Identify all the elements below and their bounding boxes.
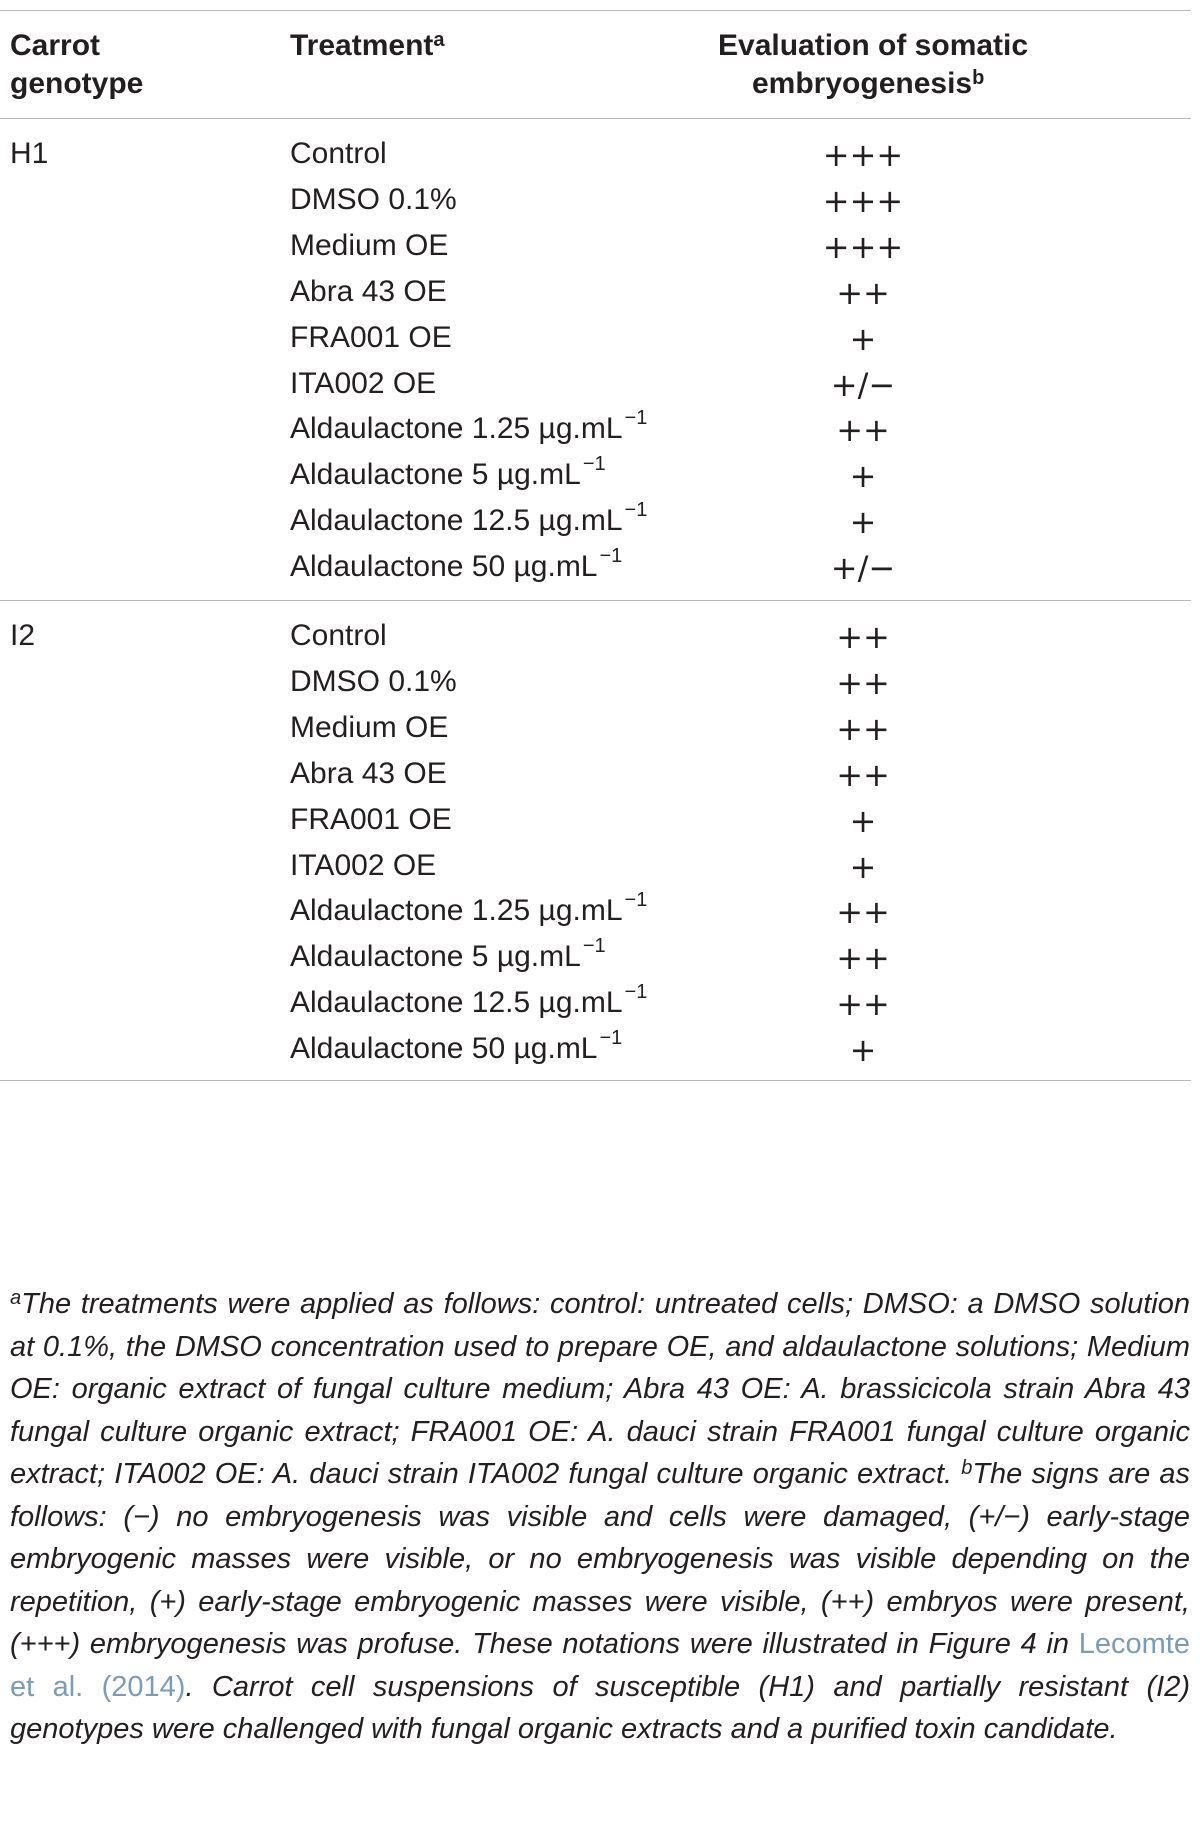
treatment-unit: µg.mL: [496, 458, 581, 492]
table-footnotes: [10, 1283, 1190, 1751]
treatment-unit-exponent: −1: [582, 453, 606, 476]
treatment-cell: [290, 844, 436, 888]
evaluation-cell: +/−: [830, 549, 896, 588]
treatment-unit: µg.mL: [538, 412, 623, 446]
treatment-cell: [290, 545, 622, 592]
table-top-rule: [0, 10, 1191, 11]
evaluation-cell: ++: [836, 893, 890, 932]
treatment-unit: µg.mL: [538, 986, 623, 1020]
treatment-unit-exponent: −1: [599, 1027, 623, 1050]
treatment-unit: µg.mL: [513, 1032, 598, 1066]
treatment-name: Aldaulactone 50: [290, 1032, 514, 1066]
treatment-unit-exponent: −1: [582, 935, 606, 958]
treatment-unit-exponent: −1: [599, 545, 623, 568]
header-treatment-label: Treatment: [290, 29, 434, 62]
genotype-label: I2: [10, 619, 36, 652]
treatment-cell: [290, 178, 457, 222]
treatment-cell: [290, 362, 436, 406]
evaluation-cell: +: [849, 801, 877, 840]
treatment-unit-exponent: −1: [624, 499, 648, 522]
treatment-unit: µg.mL: [538, 894, 623, 928]
treatment-unit: µg.mL: [538, 504, 623, 538]
treatment-cell: [290, 1027, 622, 1074]
evaluation-cell: +/−: [830, 365, 896, 404]
treatment-cell: [290, 706, 448, 750]
evaluation-cell: ++: [836, 411, 890, 450]
treatment-name: DMSO 0.1%: [290, 664, 457, 698]
evaluation-cell: +: [849, 503, 877, 542]
header-treatment-footnote-marker: a: [433, 29, 445, 51]
treatment-cell: [290, 889, 647, 936]
evaluation-cell: +: [849, 319, 877, 358]
group-separator-rule: [0, 1080, 1191, 1081]
evaluation-cell: ++: [836, 663, 890, 702]
evaluation-cell: ++: [836, 939, 890, 978]
treatment-cell: [290, 407, 647, 454]
genotype-label: H1: [10, 137, 49, 170]
treatment-cell: [290, 453, 606, 500]
evaluation-cell: +: [849, 1031, 877, 1070]
citation-link[interactable]: Lecomte et al. (2014): [10, 1628, 1190, 1703]
treatment-unit: µg.mL: [496, 940, 581, 974]
header-treatment: [290, 24, 445, 68]
treatment-cell: [290, 270, 447, 314]
treatment-unit: µg.mL: [513, 550, 598, 584]
treatment-name: FRA001 OE: [290, 802, 452, 836]
footnote-a-marker: a: [10, 1287, 22, 1309]
treatment-name: Abra 43 OE: [290, 756, 447, 790]
treatment-unit-exponent: −1: [624, 407, 648, 430]
evaluation-cell: +: [849, 847, 877, 886]
treatment-name: DMSO 0.1%: [290, 182, 457, 216]
header-evaluation-footnote-marker: b: [972, 67, 985, 89]
treatment-name: Aldaulactone 5: [290, 458, 497, 492]
treatment-cell: [290, 316, 452, 360]
treatment-cell: [290, 499, 647, 546]
treatment-unit-exponent: −1: [624, 981, 648, 1004]
footnote-b-text: The signs are as follows: (−) no embryogenesis was visible and cells were damaged, (+/−) early-stage embryogenic masses were visible, or no embryogenesis was visible depending on the repetition, (+) early-stage embryogenic masses were visible, (++) embryos were present, (+++) embryogenesis was profuse. These notations were illustrated in Figure 4 in: [10, 1458, 1191, 1660]
header-evaluation-line2: [752, 62, 984, 106]
evaluation-cell: +: [849, 457, 877, 496]
treatment-name: Abra 43 OE: [290, 274, 447, 308]
evaluation-cell: ++: [836, 755, 890, 794]
evaluation-cell: ++: [836, 985, 890, 1024]
treatment-name: Aldaulactone 5: [290, 940, 497, 974]
evaluation-cell: ++: [836, 273, 890, 312]
treatment-name: Control: [290, 619, 387, 652]
treatment-name: Aldaulactone 50: [290, 550, 514, 584]
evaluation-cell: ++: [836, 709, 890, 748]
treatment-name: Control: [290, 137, 387, 170]
treatment-name: ITA002 OE: [290, 848, 437, 882]
treatment-cell: [290, 614, 387, 658]
header-genotype-line2: genotype: [10, 67, 144, 100]
treatment-unit-exponent: −1: [624, 889, 648, 912]
treatment-cell: [290, 798, 452, 842]
treatment-cell: [290, 224, 448, 268]
treatment-name: Medium OE: [290, 710, 449, 744]
treatment-cell: [290, 981, 647, 1028]
evaluation-cell: ++: [836, 618, 890, 656]
header-evaluation-line1: Evaluation of somatic: [718, 29, 1029, 62]
treatment-name: Aldaulactone 12.5: [290, 986, 539, 1020]
treatment-cell: [290, 935, 606, 982]
evaluation-cell: +++: [822, 227, 904, 266]
footnote-tail-text: . Carrot cell suspensions of susceptible (H1) and partially resistant (I2) genotypes were challenged with fungal organic extracts and a purified toxin candidate.: [10, 1670, 1190, 1745]
treatment-cell: [290, 752, 447, 796]
header-genotype-line1: Carrot: [10, 29, 101, 62]
group-separator-rule: [0, 600, 1191, 601]
header-bottom-rule: [0, 118, 1191, 119]
treatment-name: Aldaulactone 1.25: [290, 412, 539, 446]
evaluation-cell: +++: [822, 181, 904, 220]
treatment-cell: [290, 660, 457, 704]
treatment-name: Aldaulactone 12.5: [290, 504, 539, 538]
treatment-name: FRA001 OE: [290, 320, 452, 354]
treatment-name: Aldaulactone 1.25: [290, 894, 539, 928]
footnote-b-marker: b: [961, 1457, 973, 1479]
evaluation-cell: +++: [822, 136, 904, 174]
header-evaluation-label: embryogenesis: [752, 67, 973, 100]
footnote-a-text: The treatments were applied as follows: control: untreated cells; DMSO: a DMSO solution at 0.1%, the DMSO concentration used to prepare OE, and aldaulactone solutions; Medium OE: organic extract of fungal culture medium; Abra 43 OE: A. brassicicola strain Abra 43 fungal culture organic extract; FRA001 OE: A. dauci strain FRA001 fungal culture organic extract; ITA002 OE: A. dauci strain ITA002 fungal culture organic extract.: [10, 1288, 1190, 1490]
treatment-cell: [290, 132, 387, 176]
treatment-name: ITA002 OE: [290, 366, 437, 400]
treatment-name: Medium OE: [290, 228, 449, 262]
